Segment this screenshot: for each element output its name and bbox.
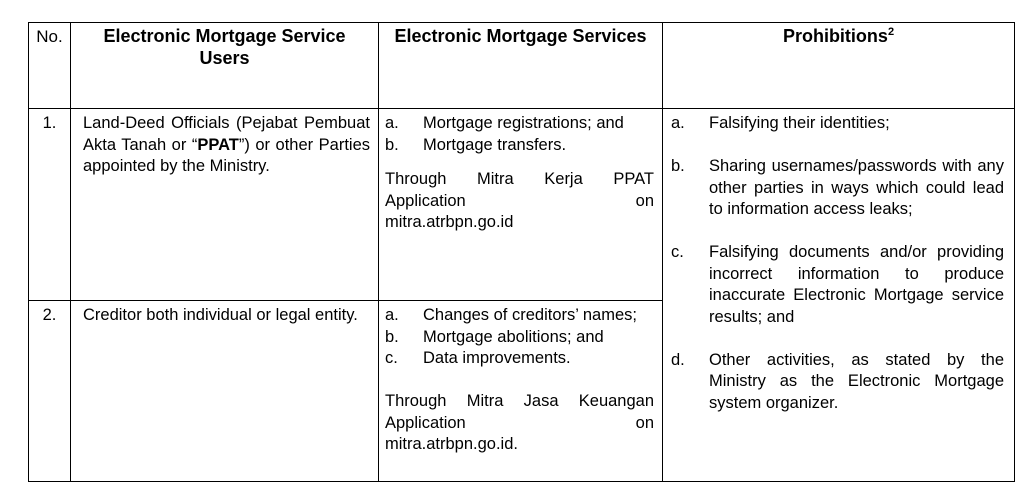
services-cell [379, 109, 663, 301]
list-item: b. Sharing usernames/passwords with any other parties in ways which could lead to information access leaks; [671, 157, 1004, 218]
header-prohibitions [663, 23, 1015, 109]
services-cell [379, 301, 663, 482]
service-user-cell [71, 109, 379, 301]
header-row [29, 23, 1015, 109]
list-item: b. Mortgage abolitions; and [385, 327, 604, 346]
prohibitions-label: Prohibitions [782, 26, 888, 46]
table-row [29, 109, 1015, 301]
application-line: Through Mitra Kerja PPAT [385, 170, 654, 188]
user-text-bold: PPAT [197, 135, 239, 154]
row-number: 1. [29, 109, 71, 301]
list-item: c. Data improvements. [385, 349, 571, 367]
application-url: mitra.atrbpn.go.id. [385, 435, 518, 453]
list-item: b. Mortgage transfers. [385, 135, 567, 154]
user-text: ”) or other Parties appointed by the Ministry. [83, 135, 370, 175]
service-user-cell: Creditor both individual or legal entity. [71, 301, 379, 482]
list-item: d. Other activities, as stated by the Ministry as the Electronic Mortgage system organizer. [671, 350, 1004, 412]
footnote-ref: 2 [887, 26, 895, 38]
row-number: 2. [29, 301, 71, 482]
header-services: Electronic Mortgage Services [379, 23, 663, 109]
list-item: c. Falsifying documents and/or providing incorrect information to produce inaccurate Electronic Mortgage service results; and [671, 243, 1004, 326]
header-no: No. [29, 23, 71, 109]
list-item: a. Mortgage registrations; and [385, 114, 624, 132]
list-item: a. Changes of creditors’ names; [385, 306, 637, 324]
application-url: mitra.atrbpn.go.id [385, 213, 514, 231]
application-line: Through Mitra Jasa Keuangan [385, 392, 654, 410]
prohibitions-cell [663, 109, 1015, 482]
user-text: Land-Deed Officials (Pejabat Pembuat Akta Tanah or “ [83, 114, 370, 154]
application-line: Application on [385, 191, 654, 210]
application-line: Application on [385, 413, 654, 432]
mortgage-table [28, 22, 1015, 482]
header-service-users: Electronic Mortgage Service Users [71, 23, 379, 109]
list-item: a. Falsifying their identities; [671, 114, 890, 132]
